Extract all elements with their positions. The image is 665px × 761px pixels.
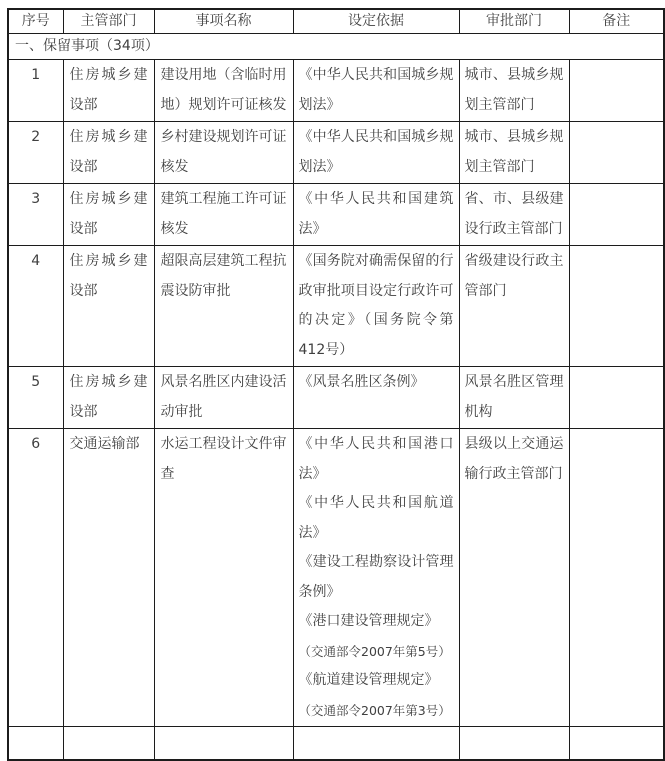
basis-line: 《中华人民共和国城乡规划法》 — [298, 129, 454, 175]
header-setting-basis: 设定依据 — [293, 9, 459, 34]
header-competent-department: 主管部门 — [63, 9, 154, 34]
basis-line: （交通部令2007年第3号） — [298, 702, 451, 718]
cell-remarks — [569, 246, 664, 367]
cell-remarks — [569, 60, 664, 122]
section-title-row — [8, 34, 664, 60]
cell-item-name: 建筑工程施工许可证核发 — [154, 184, 293, 246]
header-remarks: 备注 — [569, 9, 664, 34]
cell-item-name: 建设用地（含临时用地）规划许可证核发 — [154, 60, 293, 122]
cell-serial-number: 4 — [8, 246, 63, 367]
header-item-name: 事项名称 — [154, 9, 293, 34]
cell-competent-department: 住房城乡建设部 — [63, 60, 154, 122]
table-row — [8, 60, 664, 122]
basis-line: （交通部令2007年第5号） — [298, 643, 451, 659]
cell-approval-department: 风景名胜区管理机构 — [459, 367, 569, 429]
cell-setting-basis — [293, 246, 459, 367]
cell-item-name: 超限高层建筑工程抗震设防审批 — [154, 246, 293, 367]
cell-setting-basis — [293, 429, 459, 727]
table-row — [8, 122, 664, 184]
cell-approval-department: 县级以上交通运输行政主管部门 — [459, 429, 569, 727]
cell-remarks — [569, 367, 664, 429]
basis-line: 《建设工程勘察设计管理条例》 — [298, 554, 454, 600]
basis-line: 《港口建设管理规定》 — [298, 613, 439, 629]
cell-remarks — [569, 122, 664, 184]
cell-approval-department: 城市、县城乡规划主管部门 — [459, 122, 569, 184]
cell-setting-basis — [293, 367, 459, 429]
cell-approval-department: 城市、县城乡规划主管部门 — [459, 60, 569, 122]
basis-line: 《中华人民共和国城乡规划法》 — [298, 67, 454, 113]
basis-line: 《中华人民共和国港口法》 — [298, 436, 454, 482]
cell-competent-department: 住房城乡建设部 — [63, 246, 154, 367]
approval-items-table — [7, 8, 665, 761]
cell-serial-number: 5 — [8, 367, 63, 429]
cell-competent-department: 住房城乡建设部 — [63, 122, 154, 184]
cell-competent-department: 住房城乡建设部 — [63, 184, 154, 246]
table-row — [8, 367, 664, 429]
cell-setting-basis — [293, 184, 459, 246]
cell-competent-department: 住房城乡建设部 — [63, 367, 154, 429]
cell-competent-department: 交通运输部 — [63, 429, 154, 727]
cell-approval-department: 省级建设行政主管部门 — [459, 246, 569, 367]
basis-line: 《风景名胜区条例》 — [298, 374, 425, 390]
cell-serial-number: 2 — [8, 122, 63, 184]
cell-approval-department: 省、市、县级建设行政主管部门 — [459, 184, 569, 246]
table-row — [8, 184, 664, 246]
cell-item-name: 风景名胜区内建设活动审批 — [154, 367, 293, 429]
basis-line: 《中华人民共和国建筑法》 — [298, 191, 454, 237]
basis-line: 《中华人民共和国航道法》 — [298, 495, 454, 541]
cell-remarks — [569, 429, 664, 727]
cell-serial-number: 3 — [8, 184, 63, 246]
cell-serial-number: 6 — [8, 429, 63, 727]
section-title: 一、保留事项（34项） — [8, 34, 664, 60]
cell-serial-number: 1 — [8, 60, 63, 122]
header-serial-number: 序号 — [8, 9, 63, 34]
table-row — [8, 246, 664, 367]
cell-item-name: 乡村建设规划许可证核发 — [154, 122, 293, 184]
cell-setting-basis — [293, 122, 459, 184]
cell-setting-basis — [293, 60, 459, 122]
cell-item-name: 水运工程设计文件审查 — [154, 429, 293, 727]
basis-line: 《航道建设管理规定》 — [298, 672, 439, 688]
cell-remarks — [569, 184, 664, 246]
header-approval-department: 审批部门 — [459, 9, 569, 34]
basis-line: 《国务院对确需保留的行政审批项目设定行政许可的决定》（国务院令第412号） — [298, 253, 454, 358]
table-header-row — [8, 9, 664, 34]
table-row — [8, 429, 664, 727]
